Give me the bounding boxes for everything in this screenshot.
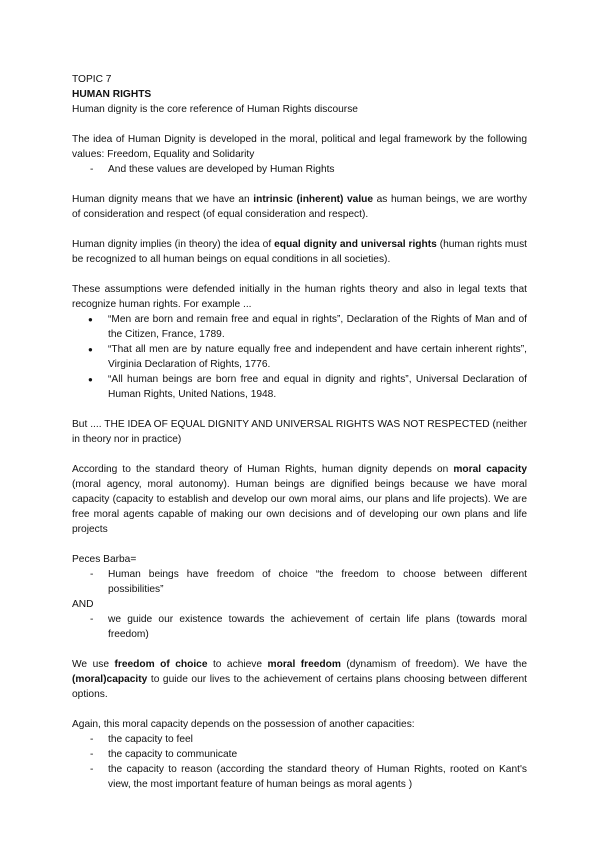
paragraph-capacities: Again, this moral capacity depends on the possession of another capacities: — [72, 719, 415, 730]
document-page — [72, 72, 527, 792]
dash-marker: - — [90, 749, 94, 760]
list-item: - we guide our existence towards the achievement of certain life plans (towards moral freedom) — [90, 614, 527, 640]
paragraph-moral-capacity: According to the standard theory of Human Rights, human dignity depends on moral capacity (moral agency, moral autonomy). Human beings are dignified beings because we have moral capacity (capacity to establish and develop our own moral aims, our plans and life projects). We are free moral agents capable of making our own decisions and of developing our own plans and life projects — [72, 464, 527, 535]
subtitle: Human dignity is the core reference of Human Rights discourse — [72, 104, 358, 115]
list-item: - Human beings have freedom of choice “the freedom to choose between different possibilities” — [90, 569, 527, 595]
quote-item: ● “All human beings are born free and equal in dignity and rights”, Universal Declaration of Human Rights, United Nations, 1948. — [88, 374, 527, 400]
quote-item: ● “Men are born and remain free and equal in rights”, Declaration of the Rights of Man and of the Citizen, France, 1789. — [88, 314, 527, 340]
paragraph-dignity-meaning: Human dignity means that we have an intrinsic (inherent) value as human beings, we are worthy of consideration and respect (of equal consideration and respect). — [72, 194, 527, 220]
dash-marker: - — [90, 164, 94, 175]
dash-marker: - — [90, 764, 94, 775]
paragraph-dignity-implies: Human dignity implies (in theory) the idea of equal dignity and universal rights (human rights must be recognized to all human beings on equal conditions in all societies). — [72, 239, 527, 265]
list-item: - the capacity to reason (according the standard theory of Human Rights, rooted on Kant's view, the most important feature of human beings as moral agents ) — [90, 764, 527, 790]
quote-item: ● “That all men are by nature equally free and independent and have certain inherent rights”, Virginia Declaration of Rights, 1776. — [88, 344, 527, 370]
document-title: HUMAN RIGHTS — [72, 89, 152, 100]
paragraph-values: The idea of Human Dignity is developed in the moral, political and legal framework by the following values: Freedom, Equality and Solidarity — [72, 134, 527, 160]
dash-marker: - — [90, 569, 94, 580]
dash-marker: - — [90, 734, 94, 745]
paragraph-assumptions: These assumptions were defended initially in the human rights theory and also in legal texts that recognize human rights. For example ... — [72, 284, 527, 310]
bullet-marker: ● — [88, 345, 93, 354]
list-item: - And these values are developed by Human Rights — [90, 164, 335, 175]
list-item: - the capacity to communicate — [90, 749, 238, 760]
dash-marker: - — [90, 614, 94, 625]
list-item: - the capacity to feel — [90, 734, 193, 745]
peces-barba-label: Peces Barba= — [72, 554, 137, 565]
topic-label: TOPIC 7 — [72, 74, 112, 85]
bullet-marker: ● — [88, 315, 93, 324]
paragraph-not-respected: But .... THE IDEA OF EQUAL DIGNITY AND UNIVERSAL RIGHTS WAS NOT RESPECTED (neither in theory nor in practice) — [72, 419, 527, 445]
bullet-marker: ● — [88, 375, 93, 384]
and-label: AND — [72, 599, 94, 610]
paragraph-freedom: We use freedom of choice to achieve moral freedom (dynamism of freedom). We have the (moral)capacity to guide our lives to the achievement of certains plans choosing between different options. — [72, 659, 528, 700]
